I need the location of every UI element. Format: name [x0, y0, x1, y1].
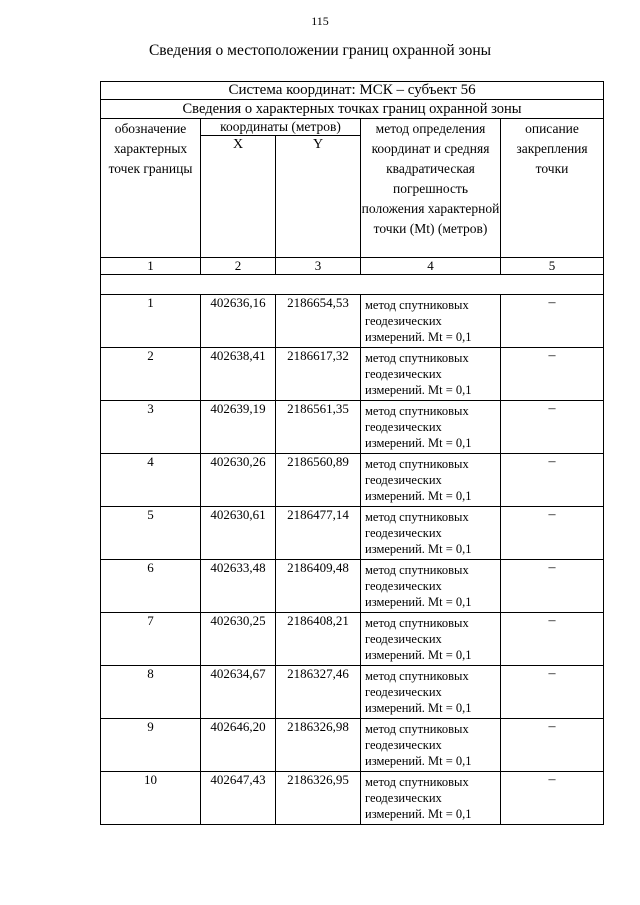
description-cell: –	[501, 772, 604, 825]
y-coordinate-cell: 2186409,48	[276, 560, 361, 613]
column-number: 5	[501, 258, 604, 275]
table-row	[101, 454, 604, 507]
point-id-cell: 2	[101, 348, 201, 401]
header-description: описание закрепления точки	[501, 119, 604, 258]
y-coordinate-cell: 2186654,53	[276, 295, 361, 348]
description-cell: –	[501, 613, 604, 666]
x-coordinate-cell: 402630,61	[201, 507, 276, 560]
description-cell: –	[501, 719, 604, 772]
x-coordinate-cell: 402639,19	[201, 401, 276, 454]
x-coordinate-cell: 402630,26	[201, 454, 276, 507]
point-id-cell: 1	[101, 295, 201, 348]
method-cell: метод спутниковых геодезических измерений. Mt = 0,1	[361, 454, 501, 507]
table-row	[101, 613, 604, 666]
y-coordinate-cell: 2186561,35	[276, 401, 361, 454]
y-coordinate-cell: 2186560,89	[276, 454, 361, 507]
point-id-cell: 3	[101, 401, 201, 454]
y-coordinate-cell: 2186326,95	[276, 772, 361, 825]
x-coordinate-cell: 402633,48	[201, 560, 276, 613]
point-id-cell: 4	[101, 454, 201, 507]
table-row	[101, 507, 604, 560]
method-cell: метод спутниковых геодезических измерений. Mt = 0,1	[361, 666, 501, 719]
y-coordinate-cell: 2186477,14	[276, 507, 361, 560]
table-row	[101, 401, 604, 454]
method-cell: метод спутниковых геодезических измерений. Mt = 0,1	[361, 295, 501, 348]
page-number: 115	[311, 14, 329, 28]
method-cell: метод спутниковых геодезических измерений. Mt = 0,1	[361, 719, 501, 772]
x-coordinate-cell: 402646,20	[201, 719, 276, 772]
point-id-cell: 7	[101, 613, 201, 666]
point-id-cell: 6	[101, 560, 201, 613]
description-cell: –	[501, 454, 604, 507]
x-coordinate-cell: 402630,25	[201, 613, 276, 666]
column-number-row	[101, 258, 604, 275]
table-row	[101, 295, 604, 348]
method-cell: метод спутниковых геодезических измерений. Mt = 0,1	[361, 560, 501, 613]
header-y: Y	[276, 136, 361, 258]
table-row	[101, 772, 604, 825]
y-coordinate-cell: 2186408,21	[276, 613, 361, 666]
description-cell: –	[501, 560, 604, 613]
x-coordinate-cell: 402634,67	[201, 666, 276, 719]
spacer-row	[101, 275, 604, 295]
point-id-cell: 10	[101, 772, 201, 825]
method-cell: метод спутниковых геодезических измерений. Mt = 0,1	[361, 613, 501, 666]
table-row	[101, 560, 604, 613]
column-number: 1	[101, 258, 201, 275]
empty-cell	[101, 275, 604, 295]
method-cell: метод спутниковых геодезических измерений. Mt = 0,1	[361, 348, 501, 401]
column-number: 3	[276, 258, 361, 275]
header-method: метод определения координат и средняя квадратическая погрешность положения характерной точки (Mt) (метров)	[361, 119, 501, 258]
table-row	[101, 719, 604, 772]
x-coordinate-cell: 402638,41	[201, 348, 276, 401]
description-cell: –	[501, 348, 604, 401]
column-number: 2	[201, 258, 276, 275]
header-coordinates: координаты (метров)	[201, 119, 361, 136]
table-row	[101, 666, 604, 719]
method-cell: метод спутниковых геодезических измерений. Mt = 0,1	[361, 507, 501, 560]
description-cell: –	[501, 295, 604, 348]
y-coordinate-cell: 2186617,32	[276, 348, 361, 401]
header-x: X	[201, 136, 276, 258]
method-cell: метод спутниковых геодезических измерений. Mt = 0,1	[361, 401, 501, 454]
y-coordinate-cell: 2186327,46	[276, 666, 361, 719]
method-cell: метод спутниковых геодезических измерений. Mt = 0,1	[361, 772, 501, 825]
point-id-cell: 9	[101, 719, 201, 772]
description-cell: –	[501, 401, 604, 454]
x-coordinate-cell: 402647,43	[201, 772, 276, 825]
document-title: Сведения о местоположении границ охранной зоны	[148, 42, 492, 59]
header-point-label: обозначение характерных точек границы	[101, 119, 201, 258]
point-id-cell: 5	[101, 507, 201, 560]
table-subtitle-cell: Сведения о характерных точках границ охранной зоны	[101, 100, 604, 119]
coordinate-system-cell: Система координат: МСК – субъект 56	[101, 82, 604, 100]
point-id-cell: 8	[101, 666, 201, 719]
x-coordinate-cell: 402636,16	[201, 295, 276, 348]
y-coordinate-cell: 2186326,98	[276, 719, 361, 772]
table-row	[101, 348, 604, 401]
boundary-points-table	[100, 81, 604, 825]
description-cell: –	[501, 507, 604, 560]
column-number: 4	[361, 258, 501, 275]
description-cell: –	[501, 666, 604, 719]
